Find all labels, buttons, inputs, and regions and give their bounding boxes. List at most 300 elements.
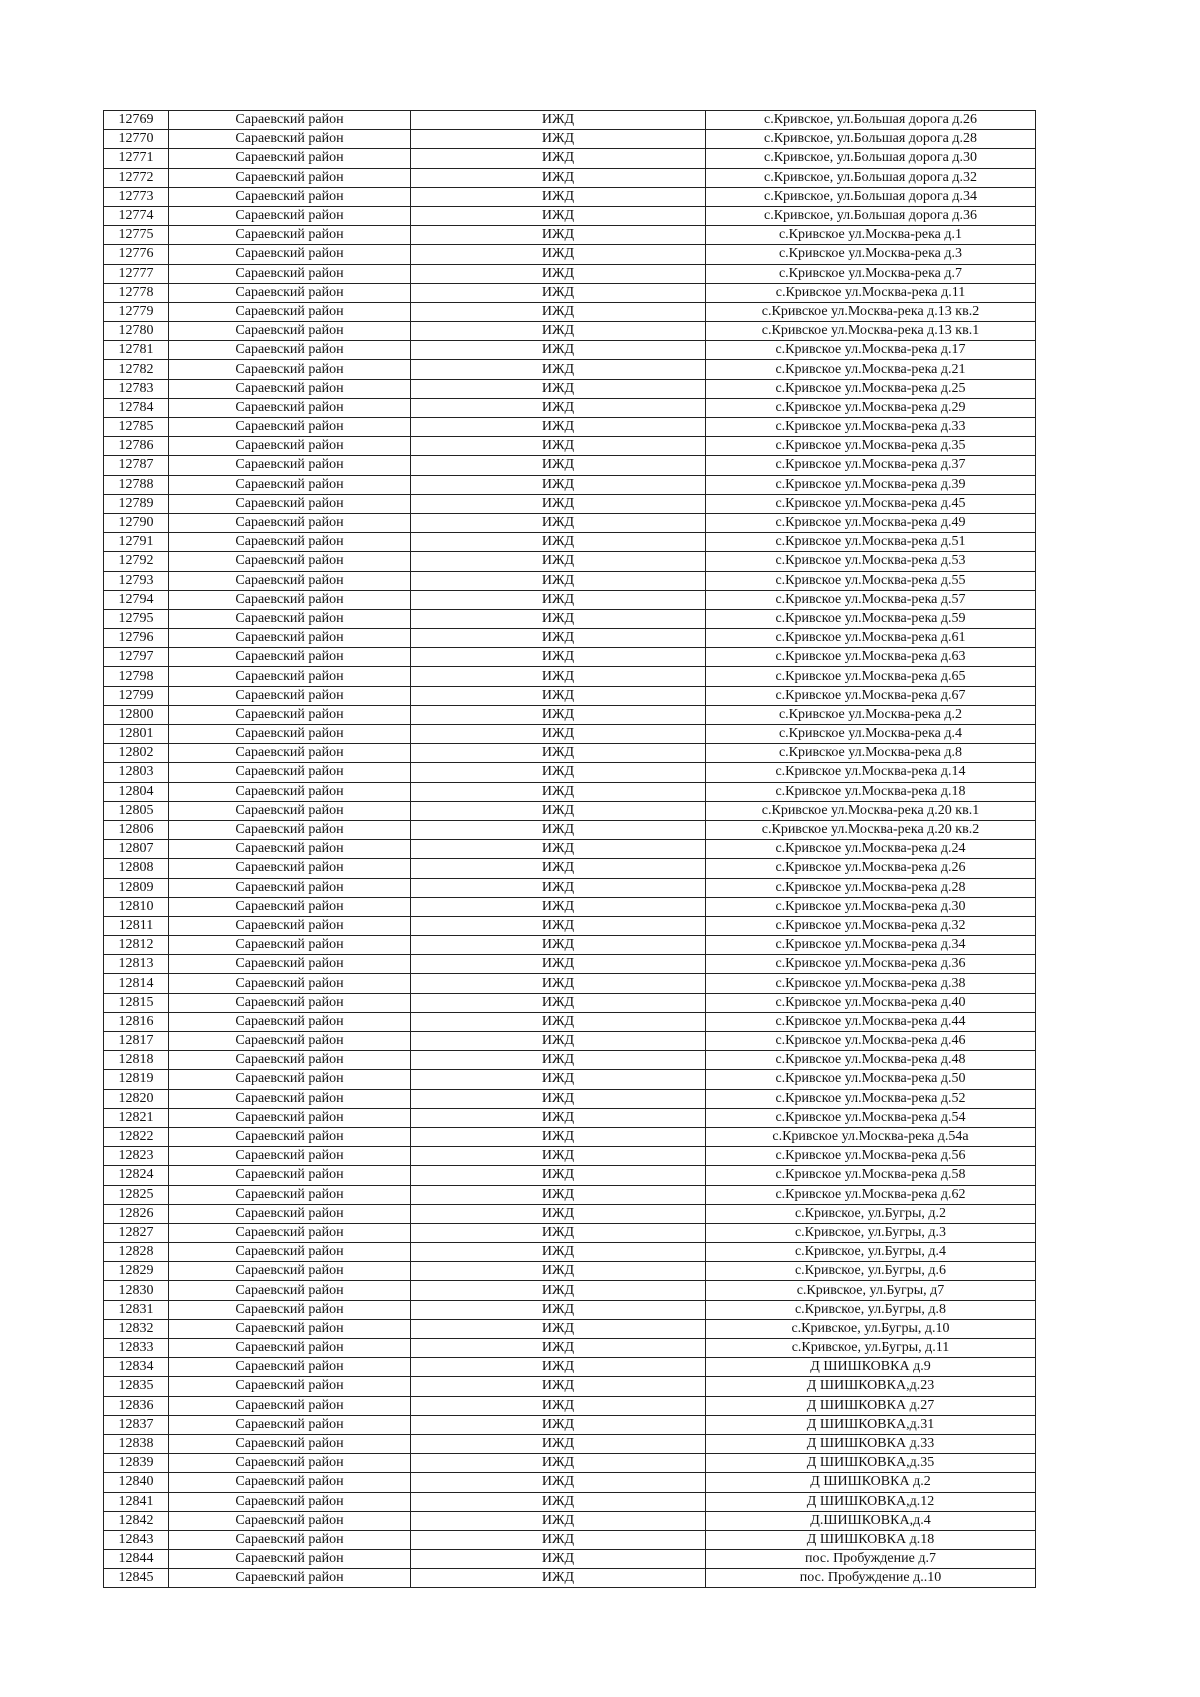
table-row <box>104 1262 1036 1281</box>
address-cell: с.Кривское ул.Москва-река д.65 <box>706 667 1036 686</box>
address-cell: с.Кривское, ул.Большая дорога д.32 <box>706 168 1036 187</box>
building-type-cell: ИЖД <box>411 1569 706 1588</box>
row-id-cell: 12828 <box>104 1243 169 1262</box>
row-id-cell: 12800 <box>104 705 169 724</box>
row-id-cell: 12794 <box>104 590 169 609</box>
address-cell: с.Кривское ул.Москва-река д.62 <box>706 1185 1036 1204</box>
table-row <box>104 1281 1036 1300</box>
row-id-cell: 12815 <box>104 993 169 1012</box>
table-row <box>104 1300 1036 1319</box>
address-cell: с.Кривское ул.Москва-река д.39 <box>706 475 1036 494</box>
district-cell: Сараевский район <box>169 1377 411 1396</box>
district-cell: Сараевский район <box>169 897 411 916</box>
district-cell: Сараевский район <box>169 916 411 935</box>
row-id-cell: 12813 <box>104 955 169 974</box>
address-cell: с.Кривское ул.Москва-река д.20 кв.1 <box>706 801 1036 820</box>
building-type-cell: ИЖД <box>411 264 706 283</box>
address-cell: с.Кривское ул.Москва-река д.37 <box>706 456 1036 475</box>
building-type-cell: ИЖД <box>411 1185 706 1204</box>
district-cell: Сараевский район <box>169 1550 411 1569</box>
building-type-cell: ИЖД <box>411 226 706 245</box>
building-type-cell: ИЖД <box>411 686 706 705</box>
district-cell: Сараевский район <box>169 245 411 264</box>
row-id-cell: 12825 <box>104 1185 169 1204</box>
building-type-cell: ИЖД <box>411 494 706 513</box>
district-cell: Сараевский район <box>169 686 411 705</box>
building-type-cell: ИЖД <box>411 187 706 206</box>
district-cell: Сараевский район <box>169 782 411 801</box>
table-row <box>104 763 1036 782</box>
building-type-cell: ИЖД <box>411 322 706 341</box>
district-cell: Сараевский район <box>169 648 411 667</box>
address-cell: с.Кривское ул.Москва-река д.38 <box>706 974 1036 993</box>
building-type-cell: ИЖД <box>411 936 706 955</box>
row-id-cell: 12843 <box>104 1530 169 1549</box>
table-row <box>104 379 1036 398</box>
address-cell: с.Кривское, ул.Бугры, д.11 <box>706 1339 1036 1358</box>
table-row <box>104 1319 1036 1338</box>
district-cell: Сараевский район <box>169 1396 411 1415</box>
district-cell: Сараевский район <box>169 1530 411 1549</box>
district-cell: Сараевский район <box>169 609 411 628</box>
row-id-cell: 12824 <box>104 1166 169 1185</box>
table-row <box>104 1492 1036 1511</box>
row-id-cell: 12770 <box>104 130 169 149</box>
address-cell: с.Кривское, ул.Бугры, д.8 <box>706 1300 1036 1319</box>
row-id-cell: 12781 <box>104 341 169 360</box>
building-type-cell: ИЖД <box>411 168 706 187</box>
address-cell: с.Кривское ул.Москва-река д.55 <box>706 571 1036 590</box>
address-cell: Д ШИШКОВКА д.9 <box>706 1358 1036 1377</box>
building-type-cell: ИЖД <box>411 648 706 667</box>
building-type-cell: ИЖД <box>411 1032 706 1051</box>
table-row <box>104 1089 1036 1108</box>
address-cell: с.Кривское ул.Москва-река д.13 кв.1 <box>706 322 1036 341</box>
address-cell: с.Кривское ул.Москва-река д.50 <box>706 1070 1036 1089</box>
building-type-cell: ИЖД <box>411 878 706 897</box>
row-id-cell: 12831 <box>104 1300 169 1319</box>
building-type-cell: ИЖД <box>411 744 706 763</box>
building-type-cell: ИЖД <box>411 1204 706 1223</box>
address-cell: с.Кривское ул.Москва-река д.7 <box>706 264 1036 283</box>
table-row <box>104 1415 1036 1434</box>
row-id-cell: 12801 <box>104 725 169 744</box>
address-cell: с.Кривское, ул.Большая дорога д.28 <box>706 130 1036 149</box>
address-cell: с.Кривское ул.Москва-река д.54 <box>706 1108 1036 1127</box>
table-row <box>104 820 1036 839</box>
row-id-cell: 12809 <box>104 878 169 897</box>
district-cell: Сараевский район <box>169 187 411 206</box>
table-row <box>104 398 1036 417</box>
row-id-cell: 12834 <box>104 1358 169 1377</box>
district-cell: Сараевский район <box>169 437 411 456</box>
district-cell: Сараевский район <box>169 1185 411 1204</box>
district-cell: Сараевский район <box>169 1434 411 1453</box>
address-cell: с.Кривское ул.Москва-река д.63 <box>706 648 1036 667</box>
address-cell: с.Кривское ул.Москва-река д.17 <box>706 341 1036 360</box>
address-cell: с.Кривское ул.Москва-река д.32 <box>706 916 1036 935</box>
district-cell: Сараевский район <box>169 513 411 532</box>
row-id-cell: 12789 <box>104 494 169 513</box>
address-cell: с.Кривское, ул.Бугры, д.10 <box>706 1319 1036 1338</box>
building-type-cell: ИЖД <box>411 341 706 360</box>
table-row <box>104 648 1036 667</box>
district-cell: Сараевский район <box>169 1473 411 1492</box>
address-cell: с.Кривское ул.Москва-река д.30 <box>706 897 1036 916</box>
district-cell: Сараевский район <box>169 1358 411 1377</box>
row-id-cell: 12844 <box>104 1550 169 1569</box>
address-cell: с.Кривское ул.Москва-река д.44 <box>706 1012 1036 1031</box>
building-type-cell: ИЖД <box>411 1089 706 1108</box>
district-cell: Сараевский район <box>169 283 411 302</box>
table-row <box>104 226 1036 245</box>
building-type-cell: ИЖД <box>411 149 706 168</box>
building-type-cell: ИЖД <box>411 1396 706 1415</box>
table-row <box>104 264 1036 283</box>
row-id-cell: 12808 <box>104 859 169 878</box>
table-row <box>104 1127 1036 1146</box>
building-type-cell: ИЖД <box>411 1012 706 1031</box>
table-row <box>104 1243 1036 1262</box>
building-type-cell: ИЖД <box>411 475 706 494</box>
table-row <box>104 168 1036 187</box>
row-id-cell: 12804 <box>104 782 169 801</box>
row-id-cell: 12799 <box>104 686 169 705</box>
district-cell: Сараевский район <box>169 763 411 782</box>
address-cell: с.Кривское ул.Москва-река д.34 <box>706 936 1036 955</box>
address-cell: с.Кривское, ул.Бугры, д7 <box>706 1281 1036 1300</box>
district-cell: Сараевский район <box>169 1032 411 1051</box>
district-cell: Сараевский район <box>169 1166 411 1185</box>
building-type-cell: ИЖД <box>411 1530 706 1549</box>
building-type-cell: ИЖД <box>411 897 706 916</box>
row-id-cell: 12779 <box>104 302 169 321</box>
building-type-cell: ИЖД <box>411 974 706 993</box>
table-row <box>104 686 1036 705</box>
address-cell: с.Кривское ул.Москва-река д.26 <box>706 859 1036 878</box>
row-id-cell: 12832 <box>104 1319 169 1338</box>
district-cell: Сараевский район <box>169 936 411 955</box>
district-cell: Сараевский район <box>169 264 411 283</box>
building-type-cell: ИЖД <box>411 859 706 878</box>
building-type-cell: ИЖД <box>411 1070 706 1089</box>
table-row <box>104 552 1036 571</box>
district-cell: Сараевский район <box>169 1511 411 1530</box>
row-id-cell: 12836 <box>104 1396 169 1415</box>
table-row <box>104 1358 1036 1377</box>
district-cell: Сараевский район <box>169 341 411 360</box>
row-id-cell: 12830 <box>104 1281 169 1300</box>
building-type-cell: ИЖД <box>411 801 706 820</box>
address-cell: с.Кривское ул.Москва-река д.24 <box>706 840 1036 859</box>
district-cell: Сараевский район <box>169 801 411 820</box>
district-cell: Сараевский район <box>169 1454 411 1473</box>
table-row <box>104 1185 1036 1204</box>
building-type-cell: ИЖД <box>411 725 706 744</box>
row-id-cell: 12772 <box>104 168 169 187</box>
building-type-cell: ИЖД <box>411 1281 706 1300</box>
table-row <box>104 1166 1036 1185</box>
address-cell: с.Кривское ул.Москва-река д.2 <box>706 705 1036 724</box>
row-id-cell: 12793 <box>104 571 169 590</box>
district-cell: Сараевский район <box>169 993 411 1012</box>
address-cell: с.Кривское, ул.Большая дорога д.30 <box>706 149 1036 168</box>
row-id-cell: 12838 <box>104 1434 169 1453</box>
row-id-cell: 12775 <box>104 226 169 245</box>
row-id-cell: 12780 <box>104 322 169 341</box>
building-type-cell: ИЖД <box>411 1454 706 1473</box>
address-cell: с.Кривское, ул.Большая дорога д.36 <box>706 206 1036 225</box>
table-row <box>104 1550 1036 1569</box>
address-cell: с.Кривское ул.Москва-река д.59 <box>706 609 1036 628</box>
district-cell: Сараевский район <box>169 360 411 379</box>
table-row <box>104 1454 1036 1473</box>
district-cell: Сараевский район <box>169 456 411 475</box>
address-cell: Д ШИШКОВКА,д.31 <box>706 1415 1036 1434</box>
row-id-cell: 12782 <box>104 360 169 379</box>
table-row <box>104 878 1036 897</box>
table-row <box>104 571 1036 590</box>
row-id-cell: 12777 <box>104 264 169 283</box>
building-type-cell: ИЖД <box>411 916 706 935</box>
building-type-cell: ИЖД <box>411 130 706 149</box>
row-id-cell: 12827 <box>104 1223 169 1242</box>
building-type-cell: ИЖД <box>411 1147 706 1166</box>
address-cell: Д ШИШКОВКА д.27 <box>706 1396 1036 1415</box>
building-type-cell: ИЖД <box>411 820 706 839</box>
row-id-cell: 12839 <box>104 1454 169 1473</box>
building-type-cell: ИЖД <box>411 398 706 417</box>
table-row <box>104 1051 1036 1070</box>
district-cell: Сараевский район <box>169 1108 411 1127</box>
address-cell: с.Кривское, ул.Большая дорога д.26 <box>706 111 1036 130</box>
building-type-cell: ИЖД <box>411 590 706 609</box>
address-cell: с.Кривское ул.Москва-река д.48 <box>706 1051 1036 1070</box>
building-type-cell: ИЖД <box>411 1492 706 1511</box>
table-row <box>104 629 1036 648</box>
address-cell: Д.ШИШКОВКА,д.4 <box>706 1511 1036 1530</box>
district-cell: Сараевский район <box>169 1300 411 1319</box>
address-cell: с.Кривское ул.Москва-река д.49 <box>706 513 1036 532</box>
address-cell: с.Кривское ул.Москва-река д.28 <box>706 878 1036 897</box>
building-type-cell: ИЖД <box>411 840 706 859</box>
address-cell: с.Кривское ул.Москва-река д.11 <box>706 283 1036 302</box>
building-type-cell: ИЖД <box>411 1550 706 1569</box>
building-type-cell: ИЖД <box>411 763 706 782</box>
row-id-cell: 12769 <box>104 111 169 130</box>
district-cell: Сараевский район <box>169 533 411 552</box>
address-cell: с.Кривское ул.Москва-река д.8 <box>706 744 1036 763</box>
district-cell: Сараевский район <box>169 820 411 839</box>
address-cell: с.Кривское ул.Москва-река д.25 <box>706 379 1036 398</box>
district-cell: Сараевский район <box>169 1147 411 1166</box>
district-cell: Сараевский район <box>169 111 411 130</box>
row-id-cell: 12783 <box>104 379 169 398</box>
address-cell: с.Кривское ул.Москва-река д.52 <box>706 1089 1036 1108</box>
building-type-cell: ИЖД <box>411 1108 706 1127</box>
district-cell: Сараевский район <box>169 1204 411 1223</box>
table-row <box>104 418 1036 437</box>
table-row <box>104 360 1036 379</box>
district-cell: Сараевский район <box>169 1243 411 1262</box>
district-cell: Сараевский район <box>169 418 411 437</box>
district-cell: Сараевский район <box>169 494 411 513</box>
building-type-cell: ИЖД <box>411 1300 706 1319</box>
address-cell: с.Кривское ул.Москва-река д.21 <box>706 360 1036 379</box>
address-cell: с.Кривское ул.Москва-река д.29 <box>706 398 1036 417</box>
table-row <box>104 993 1036 1012</box>
row-id-cell: 12774 <box>104 206 169 225</box>
address-cell: с.Кривское ул.Москва-река д.56 <box>706 1147 1036 1166</box>
address-cell: с.Кривское ул.Москва-река д.18 <box>706 782 1036 801</box>
row-id-cell: 12816 <box>104 1012 169 1031</box>
building-type-cell: ИЖД <box>411 782 706 801</box>
address-cell: Д ШИШКОВКА д.18 <box>706 1530 1036 1549</box>
building-type-cell: ИЖД <box>411 1339 706 1358</box>
building-type-cell: ИЖД <box>411 1358 706 1377</box>
district-cell: Сараевский район <box>169 1223 411 1242</box>
building-type-cell: ИЖД <box>411 360 706 379</box>
table-row <box>104 840 1036 859</box>
table-row <box>104 1530 1036 1549</box>
district-cell: Сараевский район <box>169 1569 411 1588</box>
address-cell: с.Кривское ул.Москва-река д.58 <box>706 1166 1036 1185</box>
building-type-cell: ИЖД <box>411 111 706 130</box>
row-id-cell: 12812 <box>104 936 169 955</box>
address-cell: с.Кривское ул.Москва-река д.13 кв.2 <box>706 302 1036 321</box>
table-row <box>104 111 1036 130</box>
table-row <box>104 1569 1036 1588</box>
district-cell: Сараевский район <box>169 840 411 859</box>
table-row <box>104 437 1036 456</box>
row-id-cell: 12807 <box>104 840 169 859</box>
building-type-cell: ИЖД <box>411 1051 706 1070</box>
table-row <box>104 801 1036 820</box>
district-cell: Сараевский район <box>169 1012 411 1031</box>
table-row <box>104 1396 1036 1415</box>
address-cell: с.Кривское ул.Москва-река д.20 кв.2 <box>706 820 1036 839</box>
address-cell: с.Кривское ул.Москва-река д.35 <box>706 437 1036 456</box>
building-type-cell: ИЖД <box>411 379 706 398</box>
district-cell: Сараевский район <box>169 1127 411 1146</box>
row-id-cell: 12841 <box>104 1492 169 1511</box>
table-row <box>104 283 1036 302</box>
table-row <box>104 494 1036 513</box>
row-id-cell: 12784 <box>104 398 169 417</box>
building-type-cell: ИЖД <box>411 283 706 302</box>
row-id-cell: 12822 <box>104 1127 169 1146</box>
building-type-cell: ИЖД <box>411 302 706 321</box>
district-cell: Сараевский район <box>169 379 411 398</box>
district-cell: Сараевский район <box>169 1051 411 1070</box>
table-row <box>104 590 1036 609</box>
building-type-cell: ИЖД <box>411 571 706 590</box>
table-body <box>104 111 1036 1588</box>
table-row <box>104 1070 1036 1089</box>
building-type-cell: ИЖД <box>411 206 706 225</box>
housing-table <box>103 110 1036 1588</box>
row-id-cell: 12823 <box>104 1147 169 1166</box>
district-cell: Сараевский район <box>169 1492 411 1511</box>
building-type-cell: ИЖД <box>411 437 706 456</box>
building-type-cell: ИЖД <box>411 245 706 264</box>
address-cell: с.Кривское ул.Москва-река д.3 <box>706 245 1036 264</box>
table-row <box>104 916 1036 935</box>
address-cell: Д ШИШКОВКА,д.35 <box>706 1454 1036 1473</box>
district-cell: Сараевский район <box>169 302 411 321</box>
building-type-cell: ИЖД <box>411 1223 706 1242</box>
table-row <box>104 513 1036 532</box>
address-cell: с.Кривское ул.Москва-река д.14 <box>706 763 1036 782</box>
row-id-cell: 12776 <box>104 245 169 264</box>
district-cell: Сараевский район <box>169 667 411 686</box>
table-row <box>104 533 1036 552</box>
building-type-cell: ИЖД <box>411 1511 706 1530</box>
row-id-cell: 12797 <box>104 648 169 667</box>
row-id-cell: 12826 <box>104 1204 169 1223</box>
district-cell: Сараевский район <box>169 552 411 571</box>
row-id-cell: 12802 <box>104 744 169 763</box>
row-id-cell: 12817 <box>104 1032 169 1051</box>
district-cell: Сараевский район <box>169 1339 411 1358</box>
district-cell: Сараевский район <box>169 149 411 168</box>
district-cell: Сараевский район <box>169 1415 411 1434</box>
address-cell: пос. Пробуждение д.7 <box>706 1550 1036 1569</box>
table-row <box>104 1377 1036 1396</box>
table-row <box>104 725 1036 744</box>
address-cell: Д ШИШКОВКА д.2 <box>706 1473 1036 1492</box>
row-id-cell: 12773 <box>104 187 169 206</box>
address-cell: пос. Пробуждение д..10 <box>706 1569 1036 1588</box>
table-row <box>104 322 1036 341</box>
row-id-cell: 12814 <box>104 974 169 993</box>
row-id-cell: 12796 <box>104 629 169 648</box>
building-type-cell: ИЖД <box>411 609 706 628</box>
address-cell: с.Кривское ул.Москва-река д.46 <box>706 1032 1036 1051</box>
building-type-cell: ИЖД <box>411 533 706 552</box>
district-cell: Сараевский район <box>169 322 411 341</box>
table-row <box>104 302 1036 321</box>
row-id-cell: 12818 <box>104 1051 169 1070</box>
address-cell: с.Кривское ул.Москва-река д.53 <box>706 552 1036 571</box>
table-row <box>104 341 1036 360</box>
row-id-cell: 12798 <box>104 667 169 686</box>
district-cell: Сараевский район <box>169 859 411 878</box>
table-row <box>104 936 1036 955</box>
address-cell: с.Кривское ул.Москва-река д.36 <box>706 955 1036 974</box>
district-cell: Сараевский район <box>169 168 411 187</box>
row-id-cell: 12791 <box>104 533 169 552</box>
district-cell: Сараевский район <box>169 1319 411 1338</box>
table-row <box>104 1339 1036 1358</box>
table-row <box>104 1473 1036 1492</box>
row-id-cell: 12803 <box>104 763 169 782</box>
address-cell: с.Кривское ул.Москва-река д.33 <box>706 418 1036 437</box>
row-id-cell: 12810 <box>104 897 169 916</box>
address-cell: с.Кривское ул.Москва-река д.40 <box>706 993 1036 1012</box>
building-type-cell: ИЖД <box>411 1262 706 1281</box>
district-cell: Сараевский район <box>169 744 411 763</box>
table-row <box>104 667 1036 686</box>
address-cell: с.Кривское, ул.Бугры, д.4 <box>706 1243 1036 1262</box>
district-cell: Сараевский район <box>169 206 411 225</box>
table-row <box>104 897 1036 916</box>
building-type-cell: ИЖД <box>411 418 706 437</box>
row-id-cell: 12811 <box>104 916 169 935</box>
row-id-cell: 12842 <box>104 1511 169 1530</box>
building-type-cell: ИЖД <box>411 1243 706 1262</box>
district-cell: Сараевский район <box>169 226 411 245</box>
